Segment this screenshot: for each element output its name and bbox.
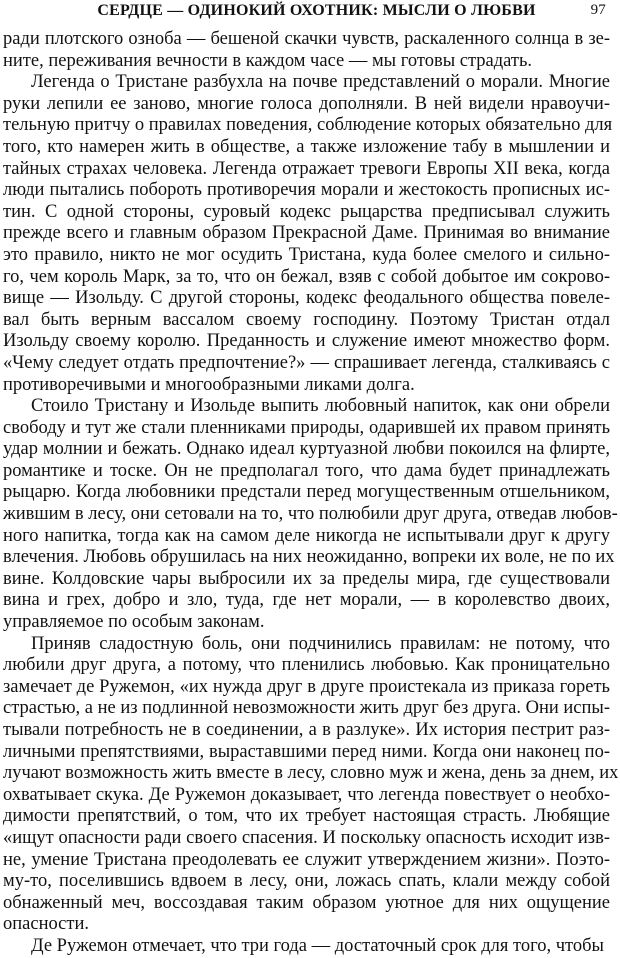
text-line: ните, переживания вечности в каждом часе — мы готовы страдать. — [3, 50, 533, 71]
text-line: романтике и тоске. Он не предполагал того, что дама будет принадлежать — [3, 460, 610, 481]
text-line: влечения. Любовь обрушилась на них неожиданно, вопреки их воле, не по их — [3, 547, 615, 568]
text-line: удар молнии и бежать. Однако идеал куртуазной любви покоился на флирте, — [3, 439, 610, 460]
text-line: вал быть верным вассалом своему господину. Поэтому Тристан отдал — [3, 309, 610, 330]
text-line: любили друг друга, а потому, что пленились любовью. Как проницательно — [3, 655, 610, 676]
text-line: страстью, а не из подлинной невозможности жить друг без друга. Они испы- — [3, 698, 611, 719]
text-line: прежде всего и главным образом Прекрасной Даме. Принимая во внимание — [3, 223, 610, 244]
paragraph — [3, 72, 613, 396]
text-line: го, чем король Марк, за то, что он бежал, взяв с собой добытое им сокрово- — [3, 266, 610, 287]
page-number: 97 — [590, 2, 606, 18]
text-line: тельную притчу о правилах поведения, соблюдение которых обязательно для — [3, 115, 613, 136]
text-line: Стоило Тристану и Изольде выпить любовный напиток, как они обрели — [31, 396, 610, 417]
text-line: люди пытались побороть противоречия морали и жестокость прописных ис- — [3, 180, 610, 201]
text-line: Приняв сладостную боль, они подчинились правилам: не потому, что — [31, 633, 610, 654]
text-line: Изольду своему королю. Преданность и служение имеют множество форм. — [3, 331, 610, 352]
paragraph — [3, 396, 618, 634]
text-line: вине. Колдовские чары выбросили их за пределы мира, где существовали — [3, 568, 610, 589]
text-line: свободу и тут же стали пленниками природы, одарившей их правом принять — [3, 417, 610, 438]
text-line: димости препятствий, о том, что их требует настоящая страсть. Любящие — [3, 806, 610, 827]
running-title: СЕРДЦЕ — ОДИНОКИЙ ОХОТНИК: МЫСЛИ О ЛЮБВИ — [97, 2, 536, 19]
text-line: опасности. — [3, 914, 90, 935]
text-line: противоречивыми и многообразными ликами долга. — [3, 374, 415, 395]
text-line: замечает де Ружемон, «их нужда друг в друге проистекала из приказа гореть — [3, 676, 610, 697]
text-line: «Чему следует отдать предпочтение?» — спрашивает легенда, сталкиваясь с — [3, 352, 610, 373]
body-text — [3, 29, 619, 958]
paragraph — [3, 936, 610, 958]
text-line: тывали потребность не в соединении, а в разлуке». Их история пестрит раз- — [3, 720, 610, 740]
text-line: Де Ружемон отмечает, что три года — достаточный срок для того, чтобы — [31, 935, 604, 956]
text-line: жившим в лесу, они сетовали на то, что полюбили друг друга, отведав любов- — [3, 504, 618, 525]
text-line: руки лепили ее заново, многие голоса дополняли. В ней видели нравоучи- — [3, 93, 610, 114]
text-line: тайных страхах человека. Легенда отражает тревоги Европы XII века, когда — [3, 158, 610, 179]
text-line: вище — Изольду. С другой стороны, кодекс феодального общества повеле- — [3, 288, 610, 309]
text-line: Легенда о Тристане разбухла на почве представлений о морали. Многие — [31, 72, 610, 93]
paragraph — [3, 633, 619, 936]
text-line: того, кто намерен жить в обществе, а также изложение табу в мышлении и — [3, 136, 610, 157]
text-line: лучают возможность жить вместе в лесу, словно муж и жена, день за днем, их — [3, 763, 619, 784]
text-line: обнаженный меч, воссоздавая таким образом уютное для них ощущение — [3, 892, 610, 913]
text-line: тин. С одной стороны, суровый кодекс рыцарства предписывал служить — [3, 201, 610, 222]
text-line: личными препятствиями, выраставшими перед ними. Когда они наконец по- — [3, 741, 610, 762]
text-line: управляемое по особым законам. — [3, 612, 265, 633]
text-line: рыцарю. Когда любовники предстали перед могущественным отшельником, — [3, 482, 610, 503]
text-line: ради плотского озноба — бешеной скачки чувств, раскаленного солнца в зе- — [3, 29, 610, 49]
text-line: вина и грех, добро и зло, туда, где нет морали, — в королевство двоих, — [3, 590, 610, 611]
running-header — [3, 2, 610, 24]
text-line: охватывает скука. Де Ружемон доказывает, что легенда повествует о необхо- — [3, 784, 610, 805]
text-line: «ищут опасности ради своего спасения. И поскольку опасность исходит изв- — [3, 827, 610, 848]
text-line: му-то, поселившись вдвоем в лесу, они, ложась спать, клали между собой — [3, 871, 610, 892]
text-line: это правило, никто не мог осудить Тристана, куда более смелого и сильно- — [3, 244, 610, 265]
text-line: не, умение Тристана преодолевать ее служит утверждением жизни». Поэто- — [3, 849, 610, 870]
paragraph — [3, 29, 610, 72]
text-line: ного напитка, тогда как на самом деле никогда не испытывали друг к другу — [3, 525, 610, 546]
